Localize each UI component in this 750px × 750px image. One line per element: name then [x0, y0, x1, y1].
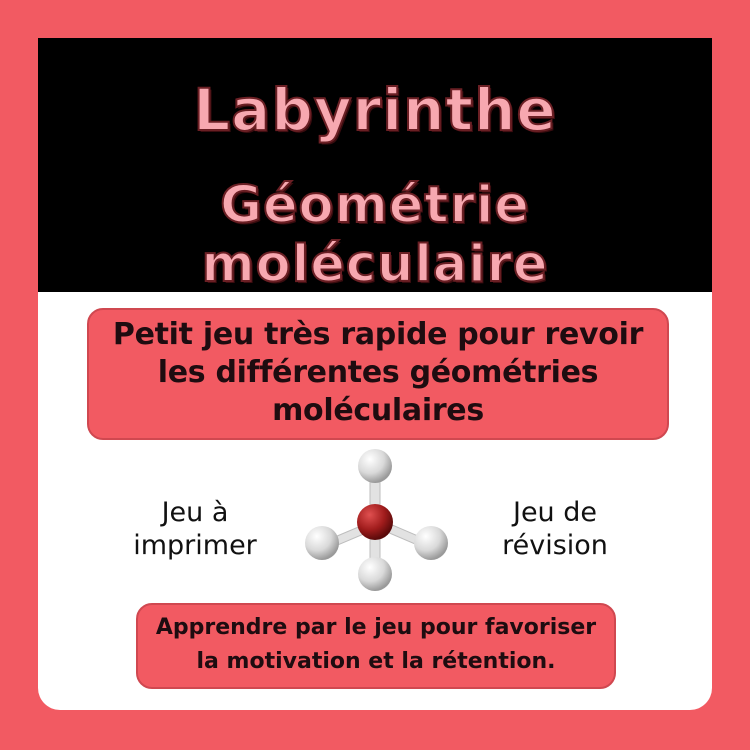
bottom-atom [358, 557, 392, 591]
title-line-2: Géométrie moléculaire [201, 176, 549, 294]
subtitle-line-3: moléculaires [272, 393, 484, 428]
header-banner [38, 38, 712, 292]
printable-line-2: imprimer [133, 530, 257, 561]
right-atom [414, 526, 448, 560]
central-atom [357, 504, 393, 540]
top-atom [358, 449, 392, 483]
left-atom [305, 526, 339, 560]
footer-line-2: la motivation et la rétention. [196, 649, 556, 674]
footer-line-1: Apprendre par le jeu pour favoriser [155, 615, 597, 640]
printable-line-1: Jeu à [161, 497, 229, 528]
subtitle-bubble [87, 308, 669, 440]
subtitle-line-1: Petit jeu très rapide pour revoir [112, 317, 644, 352]
revision-game-label [470, 496, 640, 562]
revision-line-1: Jeu de [512, 497, 598, 528]
tetrahedral-molecule-icon [300, 446, 450, 594]
revision-line-2: révision [502, 530, 608, 561]
printable-game-label [110, 496, 280, 562]
footer-bubble [136, 603, 616, 689]
title-line-1: Labyrinthe [193, 76, 557, 144]
subtitle-line-2: les différentes géométries [157, 355, 599, 390]
card [38, 38, 712, 710]
